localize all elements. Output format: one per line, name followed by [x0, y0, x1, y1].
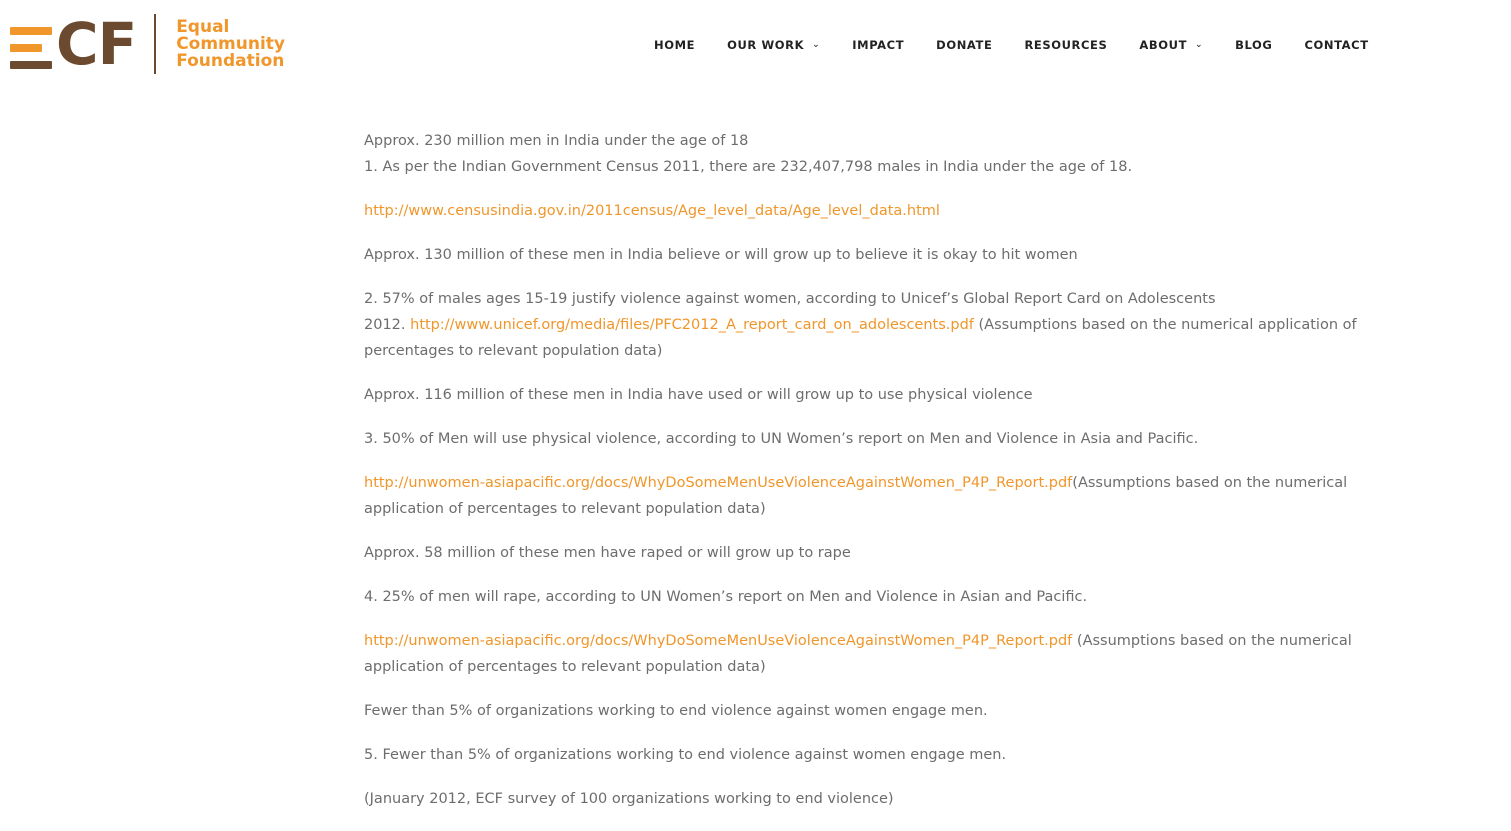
- logo-letters: CF: [56, 10, 137, 78]
- logo-word-equal: Equal: [176, 16, 230, 37]
- logo-wordmark: [176, 16, 286, 71]
- stat-230-million: Approx. 230 million men in India under the age of 18: [364, 133, 749, 149]
- nav-resources-label: RESOURCES: [1024, 38, 1108, 52]
- logo-divider: [154, 14, 156, 74]
- stat-fewer-than-5: Fewer than 5% of organizations working to end violence against women engage men.: [364, 703, 988, 719]
- nav-blog[interactable]: [1235, 38, 1272, 52]
- nav-donate-label: DONATE: [936, 38, 993, 52]
- nav-impact-label: IMPACT: [852, 38, 905, 52]
- unwomen-violence-note: 3. 50% of Men will use physical violence, according to UN Women’s report on Men and Violence in Asia and Pacific.: [364, 431, 1199, 447]
- article-content: [364, 128, 1424, 830]
- ecf-survey-note: 5. Fewer than 5% of organizations working to end violence against women engage men.: [364, 747, 1007, 763]
- stat-58-million: Approx. 58 million of these men have raped or will grow up to rape: [364, 545, 851, 561]
- ecf-survey-source: (January 2012, ECF survey of 100 organizations working to end violence): [364, 791, 894, 807]
- nav-impact[interactable]: [852, 38, 904, 52]
- unwomen-link-2[interactable]: http://unwomen-asiapacific.org/docs/WhyDoSomeMenUseViolenceAgainstWomen_P4P_Report.pdf: [364, 633, 1073, 649]
- site-header: [0, 0, 1511, 95]
- logo-e-icon: [10, 19, 52, 69]
- nav-resources[interactable]: [1024, 38, 1107, 52]
- chevron-down-icon: ⌄: [812, 40, 821, 50]
- unwomen-link-paragraph-2: [364, 628, 1424, 680]
- nav-contact[interactable]: [1304, 38, 1368, 52]
- main-nav: [654, 38, 1369, 52]
- nav-about[interactable]: [1139, 38, 1203, 52]
- unwomen-link-paragraph-1: [364, 470, 1424, 522]
- unwomen-assumptions-2: (Assumptions based on the numerical application of percentages to relevant population data): [364, 633, 1352, 675]
- nav-contact-label: CONTACT: [1304, 38, 1369, 52]
- unicef-assumptions: (Assumptions based on the numerical application of percentages to relevant population data): [364, 317, 1357, 359]
- nav-our-work-label: OUR WORK: [727, 38, 805, 52]
- logo-mark: [10, 10, 137, 78]
- unicef-note-text: 2. 57% of males ages 15-19 justify violence against women, according to Unicef’s Global Report Card on Adolescents: [364, 291, 1216, 307]
- nav-home[interactable]: [654, 38, 695, 52]
- logo-word-community: Community: [176, 33, 286, 54]
- unwomen-rape-note: 4. 25% of men will rape, according to UN Women’s report on Men and Violence in Asian and Pacific.: [364, 589, 1088, 605]
- stat-116-million: Approx. 116 million of these men in India have used or will grow up to use physical violence: [364, 387, 1033, 403]
- ecf-logo[interactable]: [10, 10, 286, 78]
- nav-home-label: HOME: [654, 38, 696, 52]
- unwomen-assumptions-1: (Assumptions based on the numerical application of percentages to relevant population data): [364, 475, 1348, 517]
- nav-our-work[interactable]: [727, 38, 820, 52]
- nav-about-label: ABOUT: [1139, 38, 1188, 52]
- census-2011-note: 1. As per the Indian Government Census 2011, there are 232,407,798 males in India under the age of 18.: [364, 159, 1133, 175]
- nav-blog-label: BLOG: [1235, 38, 1273, 52]
- chevron-down-icon: ⌄: [1195, 40, 1204, 50]
- stat-130-million: Approx. 130 million of these men in India believe or will grow up to believe it is okay to hit women: [364, 247, 1078, 263]
- unwomen-link-1[interactable]: http://unwomen-asiapacific.org/docs/WhyDoSomeMenUseViolenceAgainstWomen_P4P_Report.pdf: [364, 475, 1073, 491]
- unicef-note: [364, 286, 1424, 364]
- logo-word-foundation: Foundation: [176, 50, 285, 71]
- census-link[interactable]: http://www.censusindia.gov.in/2011census/Age_level_data/Age_level_data.html: [364, 203, 940, 219]
- unicef-year: 2012.: [364, 317, 411, 333]
- unicef-link[interactable]: http://www.unicef.org/media/files/PFC2012_A_report_card_on_adolescents.pdf: [410, 317, 974, 333]
- nav-donate[interactable]: [936, 38, 992, 52]
- census-link-paragraph: [364, 198, 1424, 224]
